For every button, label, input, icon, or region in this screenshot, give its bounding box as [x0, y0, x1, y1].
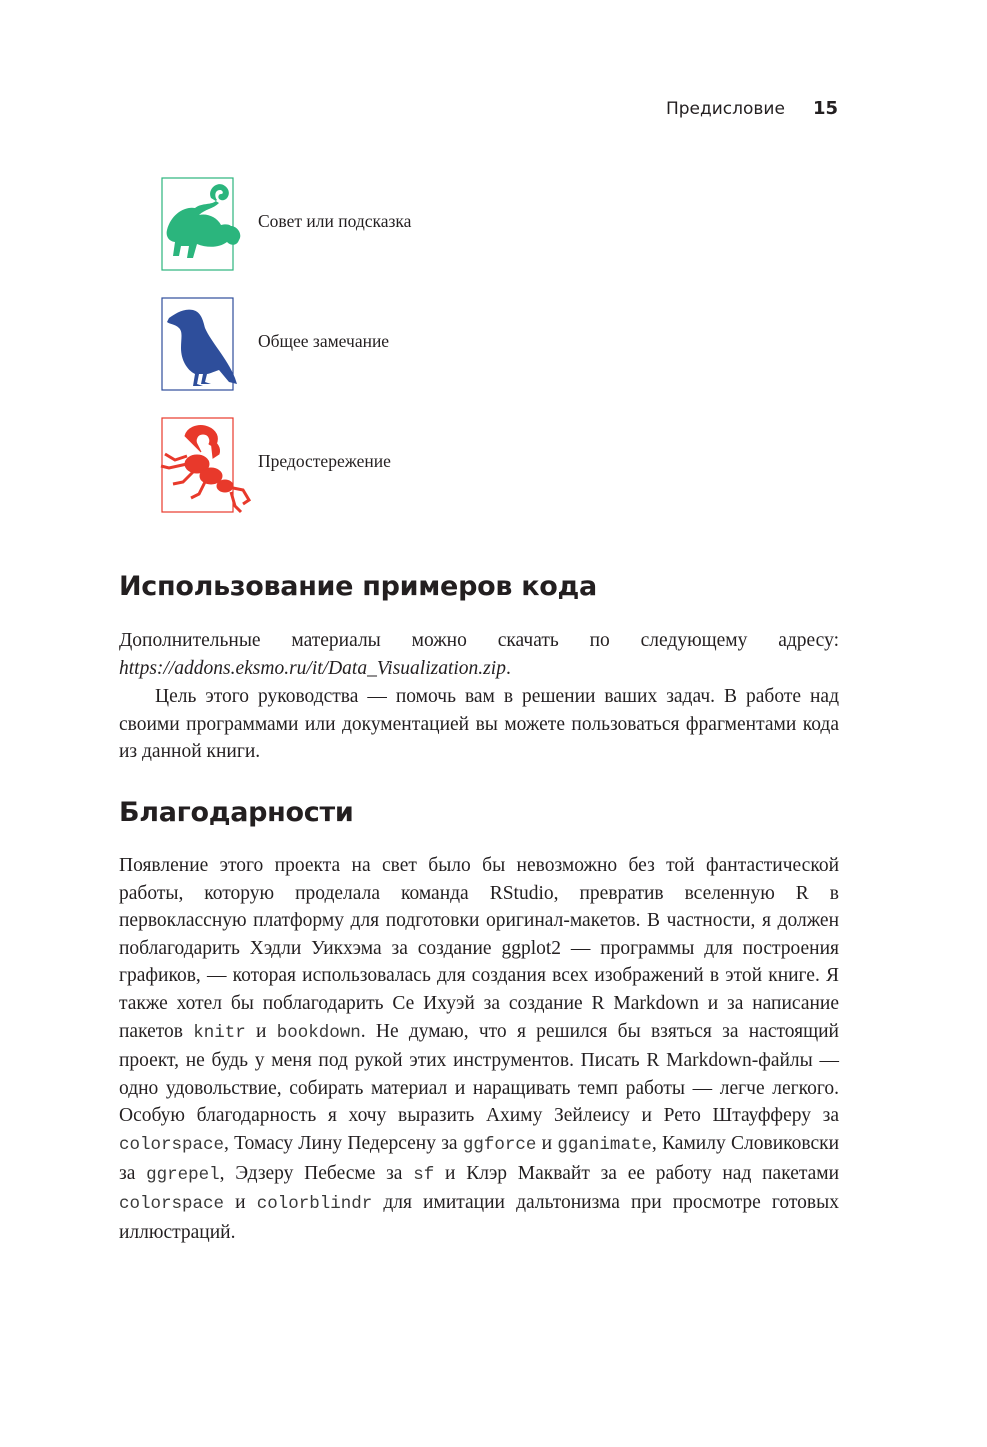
- section-heading-acknowledgments: Благодарности: [119, 797, 354, 828]
- ack-text-4: , Томасу Лину Педерсену за: [224, 1132, 458, 1154]
- code-ggrepel: ggrepel: [146, 1164, 220, 1185]
- code-ggforce: ggforce: [462, 1134, 537, 1155]
- crow-icon: [149, 296, 244, 396]
- code-colorblindr: colorblindr: [256, 1194, 373, 1215]
- ack-text-2: и: [256, 1020, 267, 1042]
- code-bookdown: bookdown: [276, 1022, 361, 1043]
- running-head: [666, 98, 838, 119]
- paragraph-purpose: Цель этого руководства — помочь вам в решении ваших задач. В работе над своими программами или документацией вы можете пользоваться фрагментами кода из данной книги.: [119, 686, 839, 763]
- scorpion-icon: [149, 416, 259, 520]
- section-heading-code-examples: Использование примеров кода: [119, 571, 597, 602]
- ack-text-5: и: [541, 1132, 553, 1154]
- ack-text-1: Появление этого проекта на свет было бы невозможно без той фантастической работы, которую проделала команда RStudio, превратив вселенную R в первоклассную платформу для подготовки оригинал-макетов. В частности, я должен поблагодарить Хэдли Уикхэма за создание ggplot2 — программы для построения графиков, — которая использовалась для создания всех изображений в этой книге. Я также хотел бы поблагодарить Се Ихуэй за создание R Markdown и за написание пакетов: [119, 855, 839, 1042]
- ack-text-8: и Клэр Маквайт за ее работу над пакетами: [445, 1162, 840, 1184]
- chapter-title: Предисловие: [665, 99, 785, 119]
- lemur-icon: [149, 176, 244, 276]
- ack-text-9: и: [235, 1192, 246, 1214]
- period: .: [505, 657, 511, 679]
- notice-warning-label: Предостережение: [258, 451, 391, 471]
- paragraph-download: [119, 627, 839, 682]
- ack-text-7: , Эдзеру Пебесме за: [219, 1162, 403, 1184]
- code-colorspace: colorspace: [119, 1134, 225, 1155]
- ack-text-10: для имитации дальтонизма при просмотре готовых иллюстраций.: [119, 1192, 839, 1243]
- paragraph-download-text: Дополнительные материалы можно скачать по следующему адресу:: [119, 630, 839, 651]
- code-sf: sf: [413, 1164, 435, 1185]
- notice-note-label: Общее замечание: [258, 331, 390, 351]
- ack-text-3: . Не думаю, что я решился бы взяться за настоящий проект, не будь у меня под рукой этих инструментов. Писать R Markdown-файлы — одно удовольствие, собирать материал и наращивать темп работы — легче легкого. Особую благодарность я хочу выразить Ахиму Зейлеису и Рето Штауфферу за: [119, 1020, 839, 1127]
- code-colorspace-2: colorspace: [119, 1194, 225, 1215]
- page-number: 15: [812, 98, 838, 119]
- paragraph-acknowledgments: [119, 852, 839, 1246]
- download-link[interactable]: https://addons.eksmo.ru/it/Data_Visualization.zip: [119, 657, 506, 679]
- ack-text-6: , Камилу Словиковски за: [119, 1132, 840, 1184]
- code-gganimate: gganimate: [557, 1134, 652, 1155]
- notice-tip-label: Совет или подсказка: [258, 211, 412, 231]
- code-knitr: knitr: [193, 1022, 246, 1043]
